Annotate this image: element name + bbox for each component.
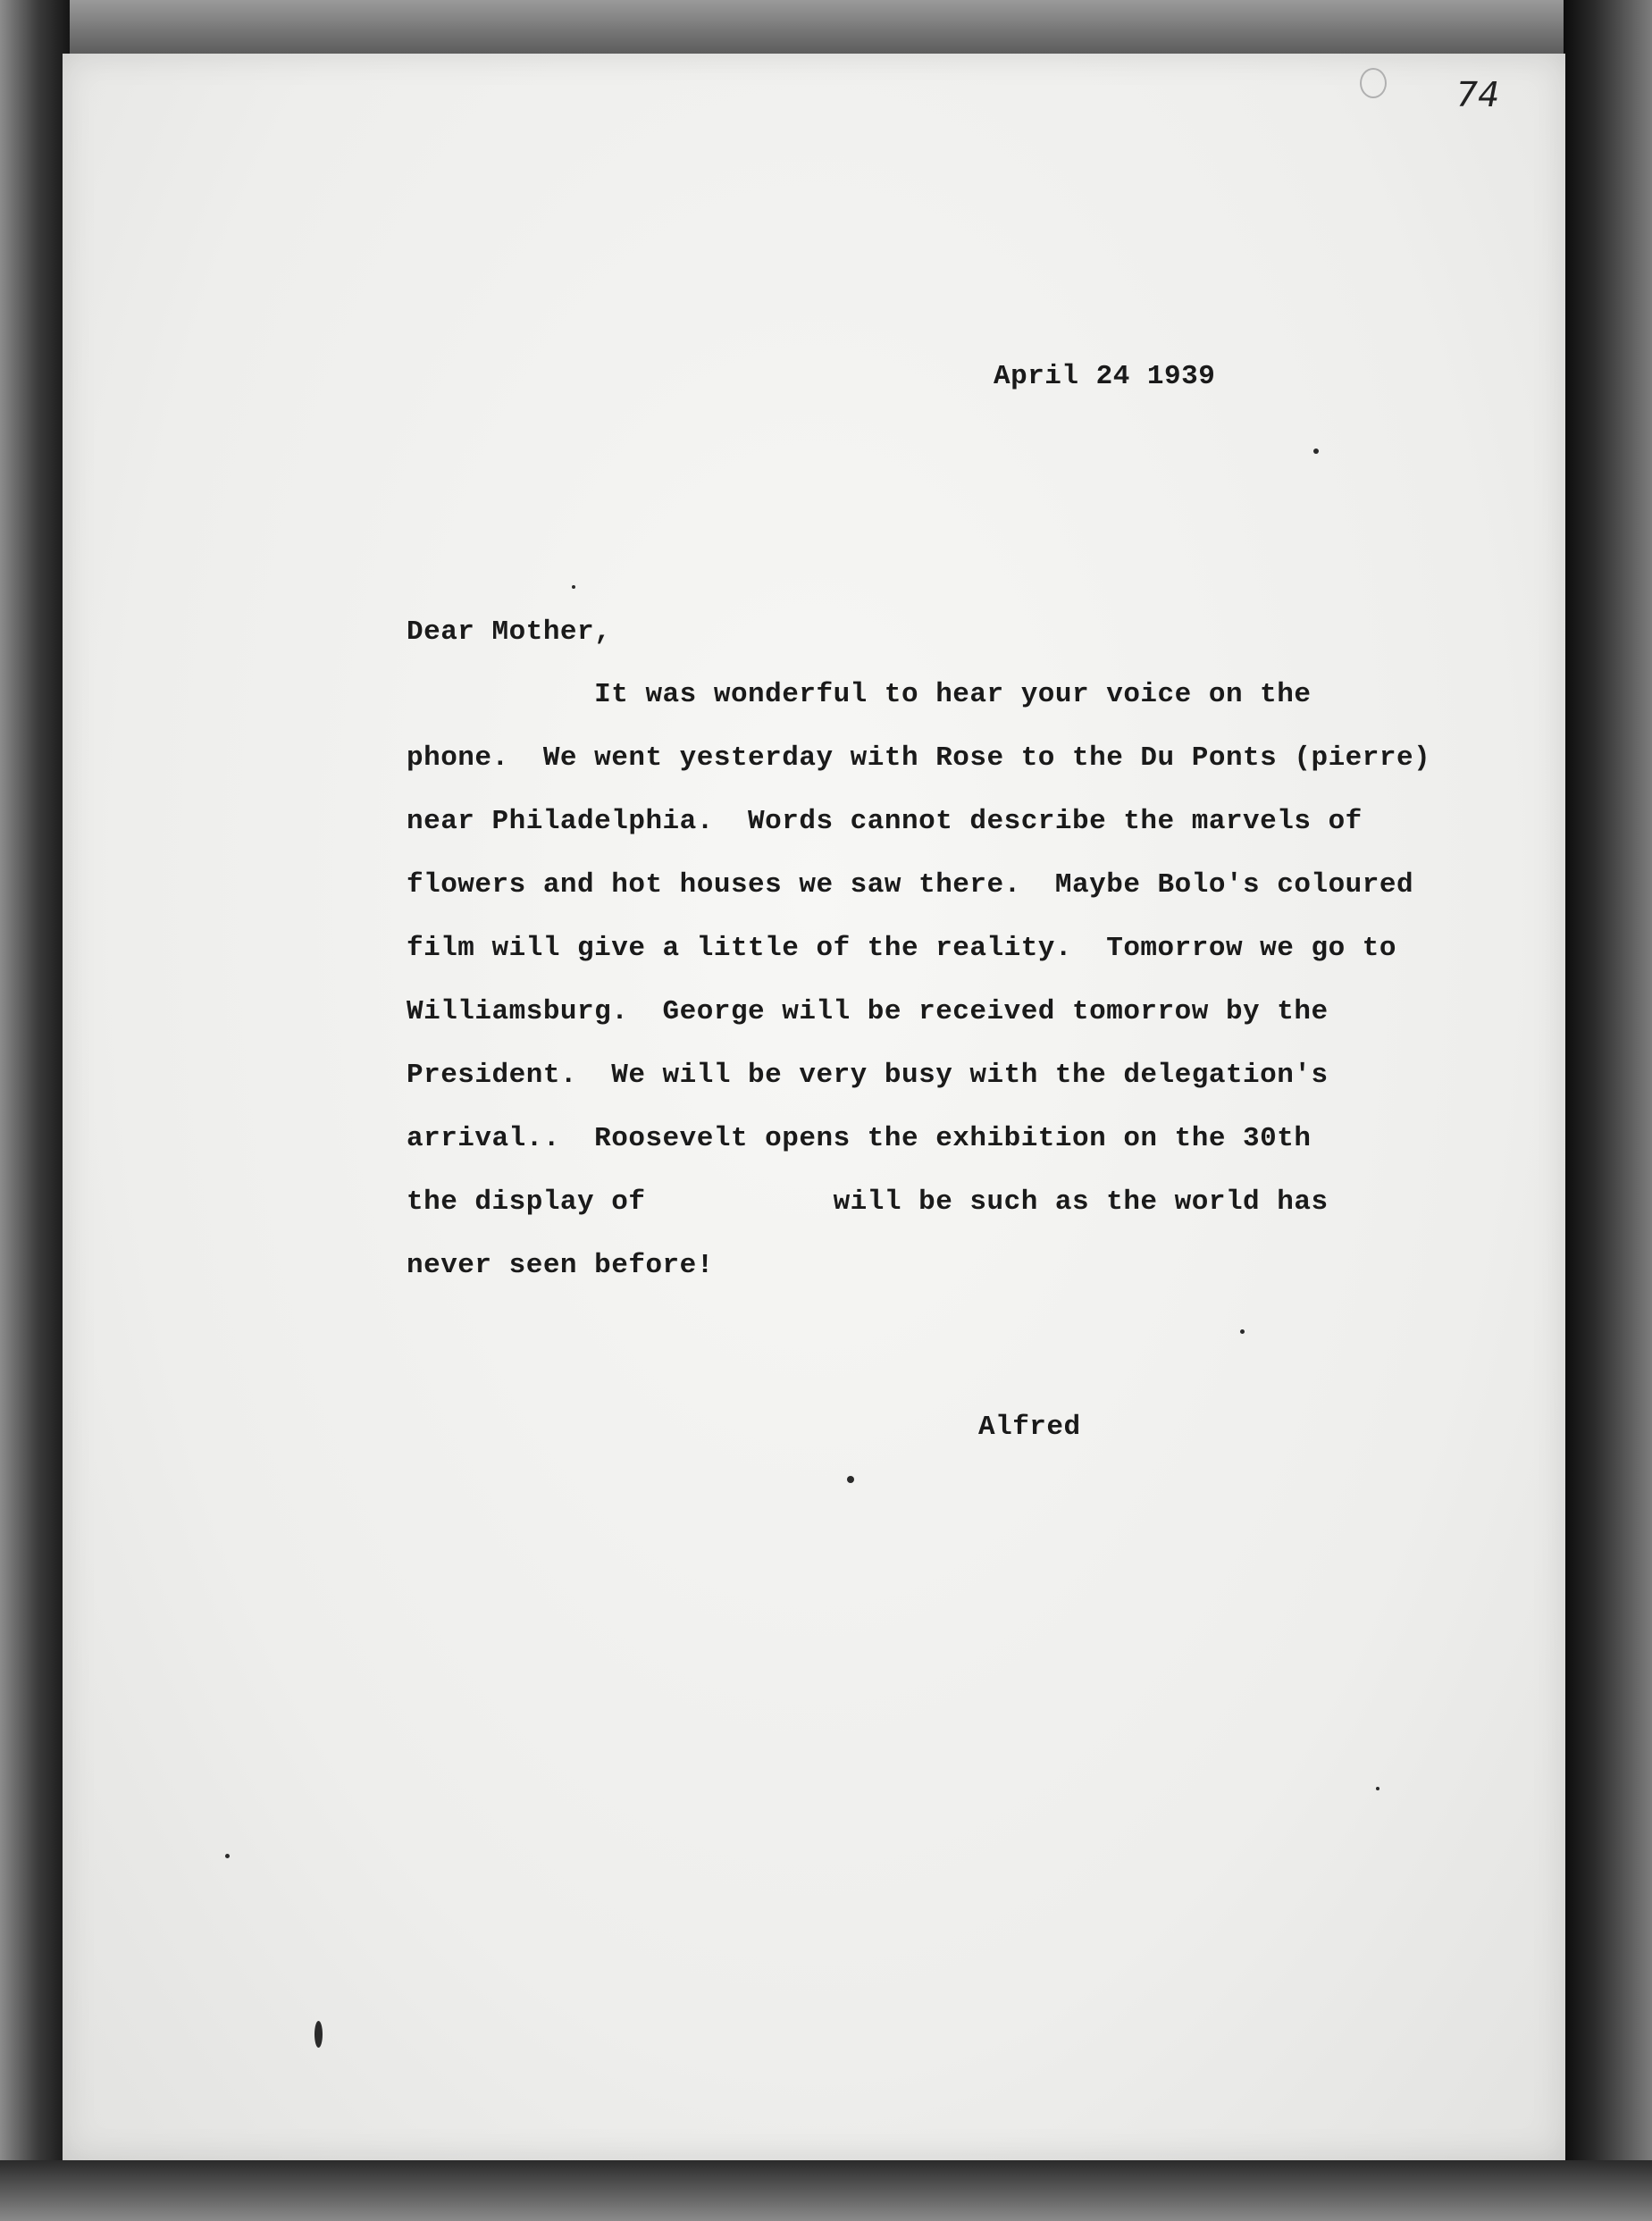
letter-body-line: phone. We went yesterday with Rose to the Du Ponts (pierre) bbox=[407, 742, 1431, 774]
letter-paper bbox=[63, 54, 1565, 2160]
letter-body-line: flowers and hot houses we saw there. Maybe Bolo's coloured bbox=[407, 869, 1414, 901]
stamp-circle-mark bbox=[1360, 68, 1387, 98]
scan-speck bbox=[1240, 1329, 1245, 1334]
letter-body-line: arrival.. Roosevelt opens the exhibition on the 30th bbox=[407, 1123, 1312, 1154]
scan-speck bbox=[225, 1854, 230, 1858]
scan-speck bbox=[1376, 1787, 1379, 1790]
letter-body-line: never seen before! bbox=[407, 1250, 714, 1281]
letter-body-line: film will give a little of the reality. Tomorrow we go to bbox=[407, 933, 1396, 964]
scan-speck bbox=[572, 585, 575, 589]
letter-body-line: the display of will be such as the world has bbox=[407, 1186, 1329, 1218]
scan-border-bottom bbox=[0, 2160, 1652, 2221]
letter-body-line: Williamsburg. George will be received tomorrow by the bbox=[407, 996, 1329, 1027]
scan-speck bbox=[847, 1476, 854, 1483]
letter-salutation: Dear Mother, bbox=[407, 616, 612, 648]
page-number: 74 bbox=[1456, 75, 1500, 114]
scan-speck bbox=[1313, 448, 1319, 454]
scan-border-top bbox=[0, 0, 1652, 55]
scan-border-right bbox=[1564, 0, 1652, 2221]
letter-body-line: It was wonderful to hear your voice on the bbox=[407, 679, 1312, 710]
scan-speck bbox=[314, 2021, 323, 2048]
letter-body-line: near Philadelphia. Words cannot describe the marvels of bbox=[407, 806, 1363, 837]
letter-signature: Alfred bbox=[978, 1412, 1081, 1443]
scan-border-left bbox=[0, 0, 70, 2221]
letter-body-line: President. We will be very busy with the delegation's bbox=[407, 1060, 1329, 1091]
letter-date: April 24 1939 bbox=[994, 361, 1216, 392]
